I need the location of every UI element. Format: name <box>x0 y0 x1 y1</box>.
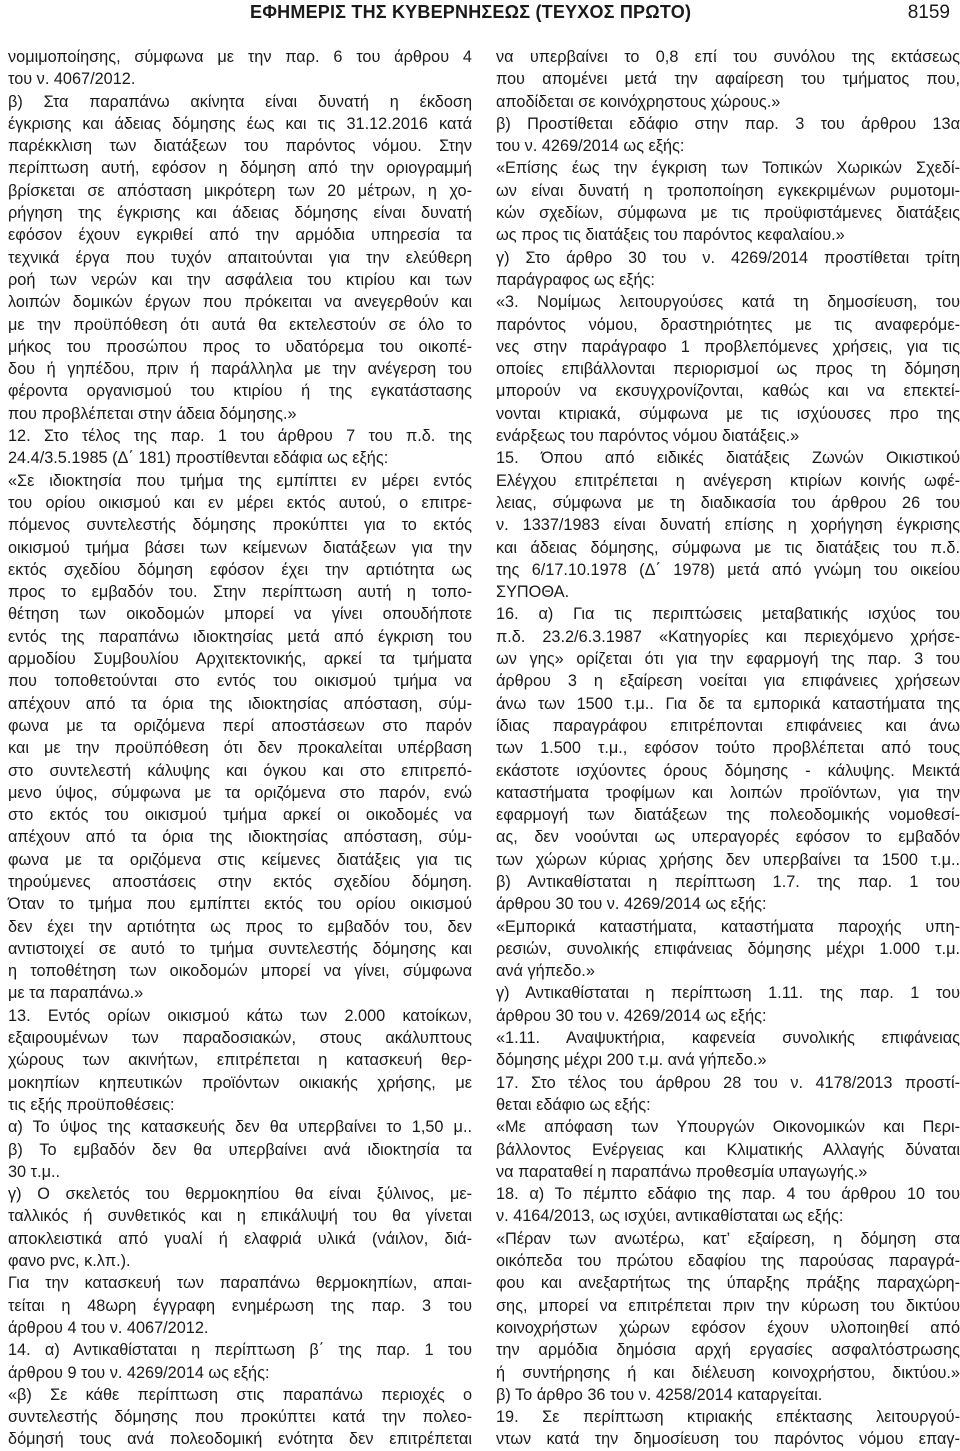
text-line: σης, μπορεί να επιτρέπεται πριν την κύρωση του δικτύου <box>496 1296 960 1315</box>
text-line: β) Στα παραπάνω ακίνητα είναι δυνατή η έκδοση <box>8 92 472 111</box>
text-line: των 1.500 τ.μ., εφόσον τούτο προβλέπεται από τους <box>496 739 960 758</box>
text-line: απέχουν από τα όρια της ιδιοκτησίας απόσταση, σύμ- <box>8 828 472 847</box>
text-line: «Επίσης έως την έγκριση των Τοπικών Χωρικών Σχεδί- <box>496 159 960 178</box>
text-line: ας, δεν νοούνται ως υπεραγορές εφόσον το εμβαδόν <box>496 828 960 847</box>
text-line: παρέκκλιση των διατάξεων του παρόντος νόμου. Στην <box>8 137 472 156</box>
text-line: λοιπών δομικών έργων που πρόκειται να ανεγερθούν και <box>8 293 472 312</box>
text-line: πόμενος συντελεστής δόμησης προκύπτει για το εκτός <box>8 516 472 535</box>
text-line: μπορούν να εκσυγχρονίζονται, καθώς και να επεκτεί- <box>496 382 960 401</box>
text-line: που απομένει μετά την αφαίρεση του τμήματος που, <box>496 70 960 89</box>
text-line: θέτηση των οικοδομών μπορεί να γίνει οπουδήποτε <box>8 605 472 624</box>
text-line: άρθρου 4 του ν. 4067/2012. <box>8 1318 209 1337</box>
text-line: φου και ανεξαρτήτως της ύπαρξης πράξης παραχώρη- <box>496 1274 960 1293</box>
text-line: ροή των νερών και την ασφάλεια του κτιρίου και των <box>8 270 472 289</box>
text-line: 16. α) Για τις περιπτώσεις μεταβατικής ισχύος του <box>496 605 960 624</box>
text-line: θεται εδάφιο ως εξής: <box>496 1095 651 1114</box>
text-line: οποίες επιβάλλονται περιορισμοί ως προς τη δόμηση <box>496 360 960 379</box>
text-line: άρθρου 9 του ν. 4269/2014 ως εξής: <box>8 1363 270 1382</box>
text-line: «Με απόφαση των Υπουργών Οικονομικών και Περι- <box>496 1118 960 1137</box>
text-line: του ν. 4269/2014 ως εξής: <box>496 137 685 156</box>
text-line: και με την προϋπόθεση ότι δεν προκαλείται υπέρβαση <box>8 739 472 758</box>
text-line: άρθρου 3 η εξαίρεση νοείται για επιφάνειες χρήσεων <box>496 672 960 691</box>
text-line: την αρμόδια δημόσια αρχή εργασίες ασφαλτόστρωσης <box>496 1341 960 1360</box>
text-line: παρόντος νόμου, δραστηριότητες με τις αναφερόμε- <box>496 315 960 334</box>
text-line: νονται κτιριακά, σύμφωνα με τις ισχύουσες προ της <box>496 404 960 423</box>
text-line: δόμησης μέχρι 200 τ.μ. ανά γήπεδο.» <box>496 1051 767 1070</box>
left-column <box>8 46 472 1451</box>
text-line: 19. Σε περίπτωση κτιριακής επέκτασης λειτουργού- <box>496 1408 960 1427</box>
text-line: ρεσιών, συνολικής επιφάνειας δόμησης μέχρι 1.000 τ.μ. <box>496 939 960 958</box>
text-line: η τοποθέτηση των οικοδομών μπορεί να γίνει, σύμφωνα <box>8 962 472 981</box>
text-line: 14. α) Αντικαθίσταται η περίπτωση β΄ της παρ. 1 του <box>8 1341 472 1360</box>
text-line: προς το εμβαδόν του. Στην περίπτωση αυτή η τοπο- <box>8 583 472 602</box>
text-line: εκτός σχεδίου δόμηση εφόσον έχει την αρτιότητα ως <box>8 560 472 579</box>
text-line: μήκος του προσώπου προς το υδατόρεμα του οικοπέ- <box>8 337 472 356</box>
text-line: άρθρου 30 του ν. 4269/2014 ως εξής: <box>496 895 767 914</box>
text-line: φέροντα οργανισμού του κτιρίου ή της εγκατάστασης <box>8 382 472 401</box>
text-line: 18. α) Το πέμπτο εδάφιο της παρ. 4 του άρθρου 10 του <box>496 1185 960 1204</box>
text-line: «Πέραν των ανωτέρω, κατ’ εξαίρεση, η δόμηση στα <box>496 1229 960 1248</box>
text-line: «1.11. Αναψυκτήρια, καφενεία συνολικής επιφάνειας <box>496 1029 960 1048</box>
text-line: «Εμπορικά καταστήματα, καταστήματα παροχής υπη- <box>496 917 960 936</box>
text-line: τείται η 48ωρη έγγραφη ενημέρωση της παρ. 3 του <box>8 1296 472 1315</box>
text-line: 17. Στο τέλος του άρθρου 28 του ν. 4178/2013 προστί- <box>496 1073 960 1092</box>
text-line: α) Το ύψος της κατασκευής δεν θα υπερβαίνει το 1,50 μ.. <box>8 1118 472 1137</box>
text-line: λειας, σύμφωνα με τη διαδικασία του άρθρου 26 του <box>496 493 960 512</box>
text-line: του ν. 4067/2012. <box>8 70 136 89</box>
page-header <box>0 0 960 34</box>
text-line: φωνα με τα οριζόμενα περί αποστάσεων στο παρόν <box>8 716 472 735</box>
text-line: να υπερβαίνει το 0,8 επί του συνόλου της εκτάσεως <box>496 48 960 66</box>
text-line: ων είναι δυνατή η τροποποίηση εγκεκριμένων ρυμοτομι- <box>496 181 960 200</box>
text-line: «Σε ιδιοκτησία που τμήμα της εμπίπτει εν μέρει εντός <box>8 471 472 490</box>
text-line: γ) Στο άρθρο 30 του ν. 4269/2014 προστίθεται τρίτη <box>496 248 960 267</box>
gazette-title: ΕΦΗΜΕΡΙΣ ΤΗΣ ΚΥΒΕΡΝΗΣΕΩΣ (ΤΕΥΧΟΣ ΠΡΩΤΟ) <box>250 2 692 22</box>
text-line: π.δ. 23.2/6.3.1987 «Κατηγορίες και περιεχόμενο χρήσε- <box>496 627 960 646</box>
text-line: χώρους των ακινήτων, επιτρέπεται η κατασκευή θερ- <box>8 1051 472 1070</box>
text-line: β) Το εμβαδόν δεν θα υπερβαίνει ανά ιδιοκτησία τα <box>8 1140 472 1159</box>
text-line: μενο ύψος, σύμφωνα με τα οριζόμενα στο παρόν, ενώ <box>8 783 472 802</box>
text-line: δου ή γηπέδου, πριν ή παράλληλα με την ανέγερση του <box>8 360 472 379</box>
text-line: ίδιας παραγράφου επιτρέπονται επιφάνειες και άνω <box>496 716 960 735</box>
text-line: και άδειας δόμησης, σύμφωνα με τις διατάξεις του π.δ. <box>496 538 960 557</box>
text-line: 13. Εντός ορίων οικισμού κάτω των 2.000 κατοίκων, <box>8 1006 472 1025</box>
text-line: βάλλοντος Ενέργειας και Κλιματικής Αλλαγής δύναται <box>496 1140 960 1159</box>
text-line: εντός της παραπάνω ιδιοκτησίας μετά από έγκριση του <box>8 627 472 646</box>
text-line: με τα παραπάνω.» <box>8 984 144 1003</box>
text-line: ν. 1337/1983 είναι δυνατή επίσης η χορήγηση έγκρισης <box>496 516 960 535</box>
page-number: 8159 <box>907 2 950 23</box>
text-line: νομιμοποίησης, σύμφωνα με την παρ. 6 του άρθρου 4 <box>8 48 472 66</box>
text-line: φανο pvc, κ.λπ.). <box>8 1252 131 1271</box>
text-line: των χώρων κύριας χρήσης δεν υπερβαίνει τα 1500 τ.μ.. <box>496 850 960 869</box>
text-line: τις εξής προϋποθέσεις: <box>8 1095 175 1114</box>
text-line: άνω των 1500 τ.μ.. Για δε τα εμπορικά καταστήματα της <box>496 694 960 713</box>
text-line: ν. 4164/2013, ως ισχύει, αντικαθίσταται ως εξής: <box>496 1207 844 1226</box>
text-line: ανά γήπεδο.» <box>496 962 595 981</box>
text-line: φωνα με τα οριζόμενα στις κείμενες διατάξεις για τις <box>8 850 472 869</box>
text-line: της 6/17.10.1978 (Δ΄ 1978) μετά από γνώμη του οικείου <box>496 560 960 579</box>
text-line: περίπτωση αυτή, εφόσον η δόμηση από την οριογραμμή <box>8 159 472 178</box>
text-line: του ορίου οικισμού και εν μέρει εκτός αυτού, ο επιτρε- <box>8 493 472 512</box>
text-line: 12. Στο τέλος της παρ. 1 του άρθρου 7 του π.δ. της <box>8 427 472 446</box>
text-line: οικισμού τμήμα βάσει των κείμενων διατάξεων για την <box>8 538 472 557</box>
text-line: Ελέγχου επιτρέπεται η ανέγερση κτιρίων κοινής ωφέ- <box>496 471 960 490</box>
text-line: νες στην παράγραφο 1 προβλεπόμενες χρήσεις, για τις <box>496 337 960 356</box>
text-line: απέχουν από τα όρια της ιδιοκτησίας απόσταση, σύμ- <box>8 694 472 713</box>
text-line: β) Προστίθεται εδάφιο στην παρ. 3 του άρθρου 13α <box>496 114 960 133</box>
text-line: ως προς τις διατάξεις του παρόντος κεφαλαίου.» <box>496 226 845 245</box>
text-line: να παραταθεί η παραπάνω προθεσμία υπαγωγής.» <box>496 1162 868 1181</box>
text-line: εκάστοτε ισχύοντες όρους δόμησης - κάλυψης. Μεικτά <box>496 761 960 780</box>
text-line: αποκλειστικά από γυαλί ή ελαφριά υλικά (νάιλον, διά- <box>8 1229 472 1248</box>
right-column <box>496 46 960 1451</box>
text-line: β) Αντικαθίσταται η περίπτωση 1.7. της παρ. 1 του <box>496 872 960 891</box>
text-line: ων γης» ορίζεται ότι για την εφαρμογή της παρ. 3 του <box>496 650 960 669</box>
text-line: παράγραφος ως εξής: <box>496 270 655 289</box>
text-line: αρμοδίου Συμβουλίου Αρχιτεκτονικής, αρκεί τα τμήματα <box>8 650 472 669</box>
text-line: κοινοχρήστων χώρων εφόσον έχουν υλοποιηθεί από <box>496 1318 960 1337</box>
text-line: βρίσκεται σε απόσταση μικρότερη των 20 μέτρων, η χο- <box>8 181 472 200</box>
text-line: αποδίδεται σε κοινόχρηστους χώρους.» <box>496 92 781 111</box>
text-line: ΣΥΠΟΘΑ. <box>496 583 570 602</box>
text-line: 24.4/3.5.1985 (Δ΄ 181) προστίθενται εδάφια ως εξής: <box>8 449 389 468</box>
text-line: τεχνικά έργα που τυχόν απαιτούνται για την ελεύθερη <box>8 248 472 267</box>
text-line: που τοποθετούνται στο εντός του οικισμού τμήμα να <box>8 672 472 691</box>
text-line: που προβλέπεται στην άδεια δόμησης.» <box>8 404 297 423</box>
text-line: ντων κατά την δημοσίευση του παρόντος νόμου επαγ- <box>496 1430 960 1449</box>
text-line: ρήγηση της έγκρισης και άδειας δόμησης είναι δυνατή <box>8 204 472 223</box>
text-line: μοκηπίων κηπευτικών προϊόντων οικιακής χρήσης, με <box>8 1073 472 1092</box>
text-line: γ) Αντικαθίσταται η περίπτωση 1.11. της παρ. 1 του <box>496 984 960 1003</box>
text-line: «β) Σε κάθε περίπτωση στις παραπάνω περιοχές ο <box>8 1385 472 1404</box>
text-line: β) Το άρθρο 36 του ν. 4258/2014 καταργείται. <box>496 1385 823 1404</box>
text-line: εφαρμογή των διατάξεων της πολεοδομικής νομοθεσί- <box>496 806 960 825</box>
text-line: δεν έχει την αρτιότητα ως προς το εμβαδόν του, δεν <box>8 917 472 936</box>
text-line: στο συντελεστή κάλυψης και όγκου και στο επιτρεπό- <box>8 761 472 780</box>
text-line: οικόπεδα του πρώτου εδαφίου της παρούσας παραγρά- <box>496 1252 960 1271</box>
text-line: εφόσον έχουν εγκριθεί από την αρμόδια υπηρεσία τα <box>8 226 472 245</box>
text-line: έγκρισης και άδειας δόμησης έως και τις 31.12.2016 κατά <box>8 114 472 133</box>
text-line: Για την κατασκευή των παραπάνω θερμοκηπίων, απαι- <box>8 1274 472 1293</box>
text-line: καταστήματα τροφίμων και λοιπών προϊόντων, για την <box>496 783 960 802</box>
text-line: άρθρου 30 του ν. 4269/2014 ως εξής: <box>496 1006 767 1025</box>
text-line: εξαιρουμένων των παραδοσιακών, στους ακάλυπτους <box>8 1029 472 1048</box>
text-line: 15. Όπου από ειδικές διατάξεις Ζωνών Οικιστικού <box>496 449 960 468</box>
text-line: δόμησή τους ανά πολεοδομική ενότητα δεν επιτρέπεται <box>8 1430 472 1449</box>
text-line: «3. Νομίμως λειτουργούσες κατά τη δημοσίευση, του <box>496 293 960 312</box>
text-line: 30 τ.μ.. <box>8 1162 61 1181</box>
text-line: κών σχεδίων, σύμφωνα με τις προϋφιστάμενες διατάξεις <box>496 204 960 223</box>
text-line: τηρούμενες αποστάσεις στην εκτός σχεδίου δόμηση. <box>8 872 472 891</box>
text-line: ενάρξεως του παρόντος νόμου διατάξεις.» <box>496 427 800 446</box>
text-line: Όταν το τμήμα που εμπίπτει εκτός του ορίου οικισμού <box>8 895 472 914</box>
text-line: με την προϋπόθεση ότι αυτά θα εκτελεστούν σε όλο το <box>8 315 472 334</box>
text-line: ή συντήρησης ή και διέλευση κοινοχρήστου, δικτύου.» <box>496 1363 960 1382</box>
text-line: στο εκτός του οικισμού τμήμα αρκεί οι οικοδομές να <box>8 806 472 825</box>
text-line: συντελεστής δόμησης που προκύπτει κατά την πολεο- <box>8 1408 472 1427</box>
text-line: ταλλικός ή συνθετικός και η επικάλυψή του θα γίνεται <box>8 1207 472 1226</box>
text-line: γ) Ο σκελετός του θερμοκηπίου θα είναι ξύλινος, με- <box>8 1185 472 1204</box>
text-line: αντιστοιχεί σε αυτό το τμήμα συντελεστής δόμησης και <box>8 939 472 958</box>
